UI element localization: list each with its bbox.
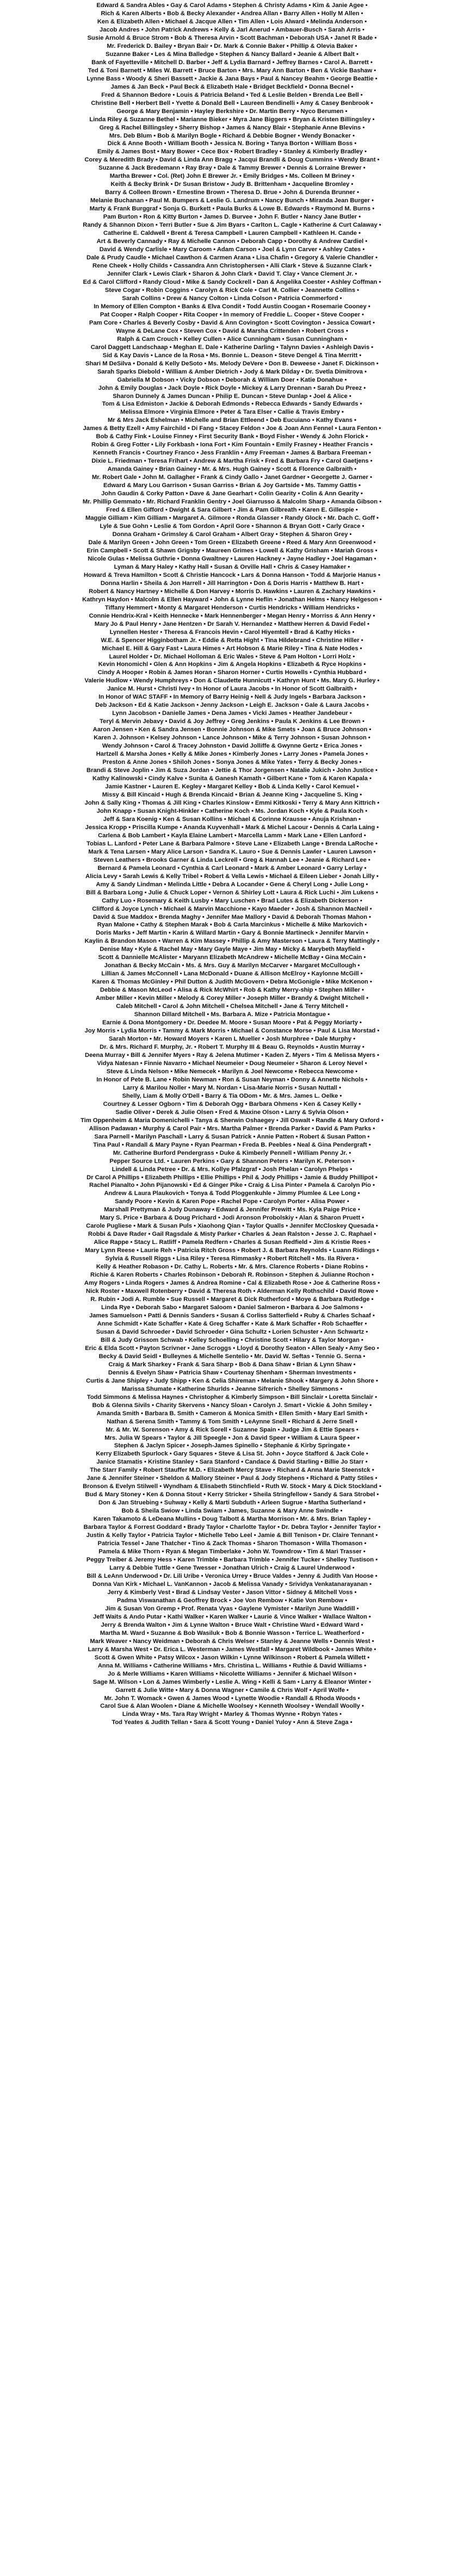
- donor-line: Larry & Marsha West • Dr. Erica L. Westerman • James Westfall • Margaret Wildbook • James White •: [88, 1646, 376, 1653]
- donor-line: Bank of Fayetteville • Mitchell D. Barber • Jeff & Lydia Barnard • Jeffrey Barnes • Carol A. Barrett •: [91, 59, 373, 66]
- donor-line: George & Mary Benjamin • Hayley Berkshire • Dr. Martin Berry • Nyco Berumen •: [116, 108, 348, 115]
- donor-line: Erin Campbell • Scott & Shawn Grigsby • Maureen Grimes • Lowell & Kathy Grisham • Mariah Gross •: [86, 547, 378, 554]
- donor-line: Shannon Dillard Mitchell • Ms. Barbara A. Mize • Patricia Montague •: [134, 1011, 330, 1018]
- donor-line: James & Jan Beck • Paul Beck & Elizabeth Hale • Bridget Beckfield • Donna Becnel •: [110, 83, 354, 90]
- donor-line: Jennifer Clark • Lewis Clark • Sharon & John Clark • David T. Clay • Vance Clement Jr. •: [107, 270, 357, 277]
- donor-line: Sylvia & Russell Riggs • Lisa Riley • Teresa Rimmasky • Robert Ritchell • Ms. Ila Rivera •: [105, 1255, 359, 1262]
- donor-line: Becky & David Seidl • Bulleynes & Michelle Sentelio • Mr. David W. Seftas • Tennie G. Serna •: [98, 1353, 366, 1360]
- donor-line: Jessica Kropp • Priscilla Kumpe • Ananda Kuyvenhall • Mark & Michel Lacour • Dennis & Carla Laing •: [85, 824, 379, 831]
- donor-line: Jim & Susan Von Gremp • Prof. Renata Vyas • Gaylene Vymister • Marilyn June Waddill •: [105, 1605, 359, 1612]
- donor-line: James & Betty Ezell • Amy Fairchild • Di Fang • Stacey Feldon • Joe & Joan Ann Fennel • Laura Fenton •: [83, 425, 381, 432]
- donor-line: Keith & Becky Brink • Dr Susan Bristow • Judy B. Brittenham • Jacqueline Bromley •: [110, 181, 354, 188]
- donor-line: Sarah Morton • Mr. Howard Moyers • Karen L Mueller • Josh Murphree • Dale Murphy •: [108, 1036, 356, 1043]
- donor-line: David & Wendy Carlisle • Mary Caroom • Adam Carson • Joel & Lynn Carver • Ashley Cates •: [99, 246, 365, 253]
- donor-line: Lindell & Linda Petree • Dr. & Mrs. Kollye Pfalzgraf • Josh Phelan • Carolyn Phelps •: [112, 1166, 352, 1173]
- donor-line: Dick & Anne Booth • William Booth • Jessica N. Boring • Tanya Borton • William Boss •: [107, 140, 357, 147]
- donor-line: Sandy Poore • Kevin & Karen Pope • Rachel Pope • Carolyn Porter • Alisa Power •: [115, 1198, 349, 1205]
- donor-line: Edward & Sandra Ables • Gay & Carol Adams • Stephen & Christy Adams • Kim & Janie Agee •: [96, 2, 368, 9]
- donor-line: Mary Lynn Reese • Laurie Reh • Patricia Ritch Gross • Robert J. & Barbara Reynolds • Luann Ridings •: [85, 1247, 379, 1254]
- donor-line: Bob & Sheila Swiow • Linda Swiam • James, Suzanne & Mary Anne Swindle •: [121, 1508, 343, 1515]
- donor-line: Mark Weaver • Nancy Weidman • Deborah & Chris Welser • Stanley & Jeanne Wells • Dennis West •: [90, 1638, 374, 1645]
- donor-line: Karen Takamoto & LeDeana Mullins • Doug Talbott & Martha Morrison • Mr. & Mrs. Brian Tapley •: [93, 1516, 371, 1523]
- donor-line: Amanda Gainey • Brian Gainey • Mr. & Mrs. Hugh Gainey • Scott & Florence Galbraith •: [107, 466, 357, 473]
- donor-line: Jerry & Kimberly Vest • Brad & Lindsay Vester • Jason Vittor • Sidney & Mitchell Voss •: [107, 1589, 357, 1596]
- donor-line: Jo & Merle Williams • Karen Williams • Nicolette Williams • Jennifer & Michael Wilson •: [108, 1670, 356, 1677]
- donor-line: Pepper Source Ltd. • Lauren Perkins • Gary & Shannon Peters • Marilyn K. Peterson •: [109, 1158, 355, 1165]
- donor-line: Rachel Pianalto • John Pijanowski • Ed & Ginger Pike • Craig & Lisa Pinter • Pamela & Carolyn Pio •: [89, 1182, 375, 1189]
- donor-line: Patricia Tessel • Jane Thatcher • Tino & Zack Thomas • Sharon Thomason • Willa Thomason •: [97, 1540, 367, 1547]
- donor-line: Susie Arnold & Bruce Strom • Bob & Theresa Arvin • Scott Bachman • Deborah USA • Janet R Bade •: [87, 34, 377, 41]
- donor-line: Pamela & Mike Thorn • Ryan & Megan Timberlake • John W. Towndrow • Tim & Mari Trasser •: [98, 1548, 366, 1555]
- donor-line: Mr. Frederick D. Bailey • Bryan Bair • Dr. Mark & Connie Baker • Phillip & Olevia Baker •: [107, 42, 357, 49]
- donor-line: Allison Padawan • Murphy & Carol Pair • Mrs. Martha Palmer • Brenda Parker • David & Pam Parks •: [89, 1125, 375, 1132]
- donor-line: Nathan & Serena Smith • Tammy & Tom Smith • LeAynne Snell • Richard & Jerre Snell •: [107, 1418, 357, 1425]
- donor-line: Sarah Collins • Drew & Nancy Colton • Linda Colson • Patricia Commerford •: [122, 295, 342, 302]
- donor-line: Joy Morris • Lydia Morris • Tammy & Mark Morris • Michael & Constance Morse • Paul & Lisa Morstad •: [84, 1028, 380, 1035]
- donor-line: Rich & Karen Alberts • Bob & Becky Alexander • Andrea Allan • Barry Allen • Holly M Allen •: [101, 10, 363, 17]
- donor-line: Karen & Thomas McGinley • Phil Dutton & Judith McGovern • Debra McGonigle • Mike McKenon •: [92, 979, 372, 986]
- donor-line: Courtney & Lesser Ogborn • Tim & Deborah Ogg • Barbara Ohmens • Ken & Casey Kelly •: [103, 1100, 361, 1107]
- donor-line: Bob & Cathy Fink • Louise Finney • First Security Bank • Boyd Fisher • Wendy & John Florick •: [96, 433, 368, 440]
- donor-line: Dale & Marilyn Green • John Green • Tom Green • Elizabeth Greene • Reed & Mary Ann Greenwood •: [88, 539, 376, 546]
- donor-line: R. Rubin • Jodi A. Rumble • Sue Russell • Margaret & Dick Rutherford • Moye & Barbara Rutledge •: [90, 1296, 374, 1303]
- donor-line: Jacob Andres • John Patrick Andrews • Kelly & Jarl Anerud • Ambauer-Busch • Sarah Arris •: [100, 26, 364, 33]
- donor-line: Eric & Elda Scott • Payton Scrivner • Jane Scroggs • Lloyd & Dorothy Seaton • Allen Sealy • Amy Seo •: [85, 1345, 379, 1352]
- donor-line: Debbie & Mason McLeod • Alisa & Rick McWhirt • Rob & Kathy Merry-ship • Stephen Miller •: [100, 987, 364, 994]
- donor-line: John & Emily Douglas • Jack Doyle • Rick Doyle • Mickey & Larry Drennan • Sarah Du Preez •: [98, 384, 366, 391]
- donor-line: Barry & Colleen Brown • Ernestine Brown • Theresa D. Brue • John & Durenda Brunner •: [105, 189, 359, 196]
- donor-line: Lynne Bass • Woody & Sheri Bassett • Jackie & Jana Bays • Paul & Nancey Beahm • George Beattie •: [86, 75, 378, 82]
- donor-line: Kenneth Francis • Courtney Franco • Jess Franklin • Amy Freeman • James & Barbara Freeman •: [93, 450, 371, 457]
- donor-line: Ted & Toni Barnett • Miles W. Barrett • Bruce Barton • Mrs. Mary Ann Barton • Ben & Vickie Bashaw •: [88, 67, 376, 74]
- donor-line: Linda Rye • Deborah Sabo • Margaret Saloom • Daniel Salmeron • Barbara & Joe Salmons •: [101, 1304, 363, 1311]
- donor-line: Bob & Glenna Sivils • Charity Skervens • Nancy Sloan • Carolyn J. Smart • Vickie & John Smiley •: [92, 1402, 372, 1409]
- donor-line: Vidya Natesan • Finnie Navarro • Michael Neumeier • Doug Neumeier • Sharon & Leroy Nevel •: [97, 1060, 367, 1067]
- donor-line: Pam Core • Charles & Beverly Cosby • David & Ann Covington • Scott Covington • Jessica Cowart •: [89, 319, 375, 326]
- donor-line: Bronson & Evelyn Stilwell • Wyndham & Elisabeth Stinchfield • Ruth W. Stock • Mary & Dick Stockland •: [83, 1483, 381, 1490]
- donor-line: Randy & Shannon Dixon • Terri Butler • Sue & Jim Byars • Carlton L. Cagle • Katherine & Curt Calaway •: [83, 222, 381, 229]
- donor-line: Robbi & Dave Rader • Gail Ragsdale & Misty Parker • Charles & Jean Ralston • Jesse J. C. Raphael •: [88, 1231, 376, 1238]
- donor-line: John Knapp • Susan Knight-Hinkler • Catherine Koch • Ms. Jordan Koch • Kyle & Paula Koch •: [96, 807, 368, 814]
- donor-line: John & Sally King • Thomas & Jill King • Charles Kinslow • Emmi Kitkoski • Terry & Mary Ann Kittrich •: [84, 799, 380, 806]
- donor-line: Robin & Greg Fotter • Lily Forkbash • Iona Fort • Kim Fountain • Emily Frasney • Heather Francis •: [91, 441, 373, 449]
- donor-line: Marissa Shumate • Katherine Shurlds • Jeanne Sifrerich • Shelley Simmons •: [121, 1385, 343, 1392]
- donor-line: Tom & Lisa Edmiston • Jackie & Deborah Edmonds • Rebecca Edwards • Sandy Edwards •: [102, 401, 362, 408]
- donor-line: Amy Rogers • Linda Rogers • James & Andrea Romine • Cal & Elizabeth Rose • Joe & Catherine Ross •: [84, 1280, 380, 1287]
- donor-line: Denise May • Kyle & Rachel May • Mary Gayle Maye • Jim May • Micky & Marybeth Mayfield •: [100, 946, 364, 953]
- donor-line: Greg & Rachel Billingsley • Sherry Bishop • James & Nancy Blair • Stephanie Anne Blevins •: [99, 124, 365, 131]
- donor-line: Aaron Jensen • Ken & Sandra Jensen • Bonnie Johnson & Mike Smets • Joan & Bruce Johnson •: [92, 726, 372, 733]
- donor-line: Fred & Shannon Bedore • Louis & Patricia Beland • Ted & Leslie Belden • Brenda Lee Bell •: [101, 91, 363, 98]
- donor-line: Preston & Anne Jones • Shiloh Jones • Sonya Jones & Mike Yates • Terry & Becky Jones •: [102, 759, 362, 766]
- donor-line: Scott & Gwen White • Patsy Wilcox • Jason Wilkin • Lynne Wilkinson • Robert & Pamela Willett •: [94, 1654, 370, 1661]
- donor-line: Tim Oppenheim & Maria Domenichelli • Tanya & Sherwin Oshaegey • Jill Oswalt • Randle & Mary Oxford •: [81, 1117, 383, 1124]
- donor-line: In Honor of WAC STAFF • In Memory of Barry Heinig • Nell & Judy Ingels • Barbara Jackson •: [98, 694, 366, 701]
- donor-line: Karen J. Johnson • Kelsey Johnson • Lance Johnson • Mike & Terry Johnson • Susan Johnson •: [94, 735, 370, 742]
- donor-line: W.E. & Spencer Higginbotham Jr. • Eddie & Retta Hight • Tina Hildebrand • Christine Hiller •: [101, 637, 363, 644]
- donor-line: Mr. Robert Gale • John M. Gallagher • Frank & Cindy Gallo • Janet Gardner • Georgette J. Garner •: [91, 474, 373, 481]
- donor-line: Suzanne Baker • Les & Mina Balledge • Stephen & Nancy Ballard • Jeanie & Albert Balt •: [106, 51, 358, 58]
- donor-line: Martha Brewer • Col. (Ret) John E Brewer Jr. • Emily Bridges • Ms. Colleen M Briney •: [109, 173, 355, 180]
- donor-line: Art & Beverly Cannady • Ray & Michelle Cannon • Deborah Capp • Dorothy & Andrew Cardiel •: [96, 238, 368, 245]
- donor-line: Bill & Barbara Long • Julie & Chuck Loper • Vernon & Shirley Lott • Laura & Rick Luchi • Jim Lukens •: [86, 889, 378, 896]
- donor-line: Kaylin & Brandon Mason • Warren & Kim Massey • Phillip & Amy Masterson • Laura & Terry Mattingly •: [84, 938, 380, 945]
- donor-line: Sarah Sparks Diebold • William & Amber Dietrich • Jody & Mark Dilday • Dr. Svetla Dimitrova •: [97, 368, 367, 375]
- donor-line: In Memory of Ellen Compton • Banks & Elva Condit • Todd Austin Coogan • Rosemarie Cooney •: [94, 303, 370, 310]
- donor-line: Valerie Hudlow • Wendy Humphreys • Don & Claudette Hunnicutt • Kathryn Hunt • Ms. Mary G. Hurley •: [84, 677, 380, 685]
- donor-line: Lynnellen Hester • Theresa & Francois Hevin • Carol Hiyemtell • Brad & Kathy Hicks •: [109, 629, 355, 636]
- donor-line: Cindy A Hooper • Robin & James Horan • Sharon Horner • Curtis Howells • Cynthia Hubbard •: [97, 669, 367, 676]
- donor-line: Sid & Kay Davis • Lance de la Rosa • Ms. Bonnie L. Deason • Steve Dengel & Tina Merritt •: [102, 352, 362, 359]
- donor-line: Wayne & DeLane Cox • Steven Cox • David & Marsha Crittenden • Robert Cross •: [116, 327, 348, 334]
- donor-line: Mr. & Mr. W. Sorenson • Amy & Rick Sorell • Suzanne Spain • Judge Jim & Ettie Spears •: [106, 1426, 358, 1433]
- donor-line: Stephen & Jaclyn Spicer • Joseph-James Spinello • Stephanie & Kirby Springate •: [114, 1442, 350, 1449]
- donor-line: Carol Daggett Landschaap • Meghan E. Dale • Katherine Darling • Talynn Davies • Ashleigh Davis •: [90, 344, 374, 351]
- donor-line: Carole Pugliese • Mark & Susan Puls • Xiaohong Qian • Taylor Qualls • Jennifer McCloskey Quesada •: [86, 1223, 378, 1230]
- donor-line: Lyle & Sue Gohn • Leslie & Tom Gordon • April Gore • Shannon & Bryan Gott • Carly Grace •: [100, 523, 364, 530]
- donor-line: Doris Marks • Jeff Martin • Karin & Willard Martin • Gary & Bonnie Martineck • Jennifer Marvin •: [96, 930, 368, 937]
- donor-line: Amy & Sandy Lindman • Melinda Little • Debra A Locander • Gene & Cheryl Long • Julie Long •: [96, 881, 368, 888]
- donor-line: David & Sue Maddox • Brenda Maghy • Jennifer Mae Mallory • David & Deborah Thomas Mahon •: [92, 913, 372, 920]
- donor-line: Mary Jo & Paul Henry • Jane Hentzen • Dr Sarah V. Hernandez • Matthew Herren & David Fedel •: [94, 620, 370, 627]
- donor-line: Michael E. Hill & Gary Fast • Laura Himes • Art Hobson & Marie Riley • Tina & Nate Hodes •: [102, 645, 362, 652]
- donor-line: Bill & LeAnn Underwood • Dr. Lili Uribe • Veronica Urrey • Bruce Valdes • Jenny & Judith Van Hoose •: [86, 1572, 378, 1579]
- donor-line: Melanie Buchanan • Paul M. Bumpers & Leslie G. Landrum • Nancy Bunch • Miranda Jean Burger •: [90, 197, 374, 204]
- donor-line: Tobias L. Lanford • Peter Lane & Barbara Palmore • Steve Lane • Elizabeth Lange • Brenda LaRoche •: [86, 840, 378, 847]
- donor-line: Amber Miller • Kevin Miller • Melody & Corey Miller • Joseph Miller • Brandy & Dwight Mitchell •: [95, 995, 369, 1002]
- donor-line: Teryl & Mervin Jebavy • David & Joy Jeffrey • Greg Jenkins • Paula K Jenkins & Lee Brown •: [100, 718, 364, 725]
- donor-line: Bernard & Pamela Leonard • Cynthia & Carl Leonard • Mark & Amber Leonard • Garry Lerlay •: [97, 864, 367, 872]
- donor-line: Sadie Oliver • Derek & Julie Olsen • Fred & Maxine Olson • Larry & Sylvia Olson •: [115, 1109, 349, 1116]
- donor-line: Laurel Holder • Dr. Michael Holloman & Eric Wales • Steve & Pam Holton • Lorri Holz •: [109, 653, 355, 660]
- donor-line: Brandi & Steve Joplin • Jim & Suza Jordan • Jettie & Thor Jorgensen • Natalie Jukich • John Justice •: [86, 767, 378, 774]
- donor-line: Bud & Mary Stoney • Ken & Donna Stout • Kerry Stricker • Sheila Stringfellow • Sandy & Sara Strobel •: [85, 1491, 379, 1498]
- donor-line: Jane & Jennifer Steiner • Sheldon & Mallory Steiner • Paul & Jody Stephens • Richard & Patty Stiles •: [86, 1475, 378, 1482]
- donor-line: Lyman & Mary Haley • Kathy Hall • Susan & Orville Hall • Chris & Casey Hamaker •: [114, 563, 350, 570]
- donor-line: Linda Wray • Ms. Tara Ray Wright • Marley & Thomas Wynne • Robyn Yates •: [122, 1711, 342, 1718]
- donor-line: Mr. Phillip Gemmato • Mr. Richard Franklin Gentry • Joel Giarrusso & Malcolm Sharp • Amanda Gibson •: [82, 499, 382, 506]
- donor-line: Kathryn Haydon • Malcolm & Ellen Hayward • John & Lynne Heflin • Jonathan Helms • Nancy Helgeson •: [82, 596, 382, 603]
- donor-line: Caleb Mitchell • Carol & John Mitchell • Chelsea Mitchell • Jane & Terry Mitchell •: [116, 1003, 348, 1010]
- donor-line: Corey & Meredith Brady • David & Linda Ann Bragg • Jacqui Brandli & Doug Cummins • Wendy Brant •: [84, 157, 380, 164]
- donor-line: Suzanne & Jack Bredemann • Ray Bray • Dale & Tammy Brewer • Dennis & Lorraine Brewer •: [98, 165, 366, 172]
- donor-line: Lynn Jacobson • Danielle James • Dena James • Vicki James • Heather Jandebeur •: [112, 710, 352, 717]
- donor-line: Anna M. Williams • Catherine Williams • Mrs. Christina L. Williams • Ruthie & David Williams •: [97, 1662, 367, 1669]
- donor-line: Fred & Ellen Gifford • Dwight & Sara Gilbert • Jim & Pam Gilbreath • Karen E. Gillespie •: [106, 507, 358, 514]
- donor-line: Robert & Nancy Hartney • Michelle & Don Harvey • Morris D. Hawkins • Lauren & Zachary Hawkins •: [89, 588, 375, 595]
- donor-line: Gabriella M Dobson • Vicky Dobson • Deborah & William Doer • Katie Donahue •: [117, 376, 347, 383]
- donor-line: Wendy Johnson • Carol & Tracey Johnston • David Jolliffe & Gwynne Gertz • Erica Jones •: [102, 743, 362, 750]
- donor-line: Marshall Prettyman & Judy Dunaway • Edward & Jennifer Prewitt • Ms. Kyla Paige Price •: [104, 1206, 360, 1214]
- donor-line: Jeff Waits & Ando Putar • Kathi Walker • Karen Walker • Laurie & Vince Walker • Wallace Walton •: [93, 1613, 371, 1620]
- donor-line: Richie & Karen Roberts • Charles Robinson • Deborah R. Robinson • Stephen & Julianne Rochon •: [90, 1272, 374, 1279]
- donor-line: Janice M. Hurst • Christi Ivey • In Honor of Laura Jacobs • In Honor of Scott Galbraith •: [107, 686, 357, 693]
- donor-line: Ed & Carol Clifford • Randy Cloud • Mike & Sandy Cockrell • Dan & Angelika Coester • Ashley Coffman •: [83, 278, 381, 285]
- donor-line: Jeff & Sara Koenig • Ken & Susan Kollins • Michael & Corinne Krausse • Anuja Krishnan •: [103, 816, 361, 823]
- donor-line: Kelly & Heather Robason • Dr. Cathy L. Roberts • Mr. & Mrs. Clarence Roberts • Diane Robins •: [96, 1264, 368, 1271]
- donor-line: Alicia Levy • Sarah Lewis & Kelly Tribel • Robert & Vella Lewis • Michael & Eileen Lieber • Jonah Lilly •: [85, 873, 379, 880]
- donor-line: Mr. Catherine Burford Pendergrass • Duke & Kimberly Pennell • William Penny Jr. •: [113, 1149, 351, 1156]
- donor-line: Shelly, Liam & Molly O'Dell • Barry & Tia ODom • Mr. & Mrs. James L. Oelke •: [122, 1092, 342, 1099]
- donor-line: Martha M. Ward • Suzanne & Bob Wasiluk • Bob & Bonnie Wasson • Terrice L. Weatherford •: [100, 1629, 364, 1637]
- donor-line: James Samuelson • Patti & Dennis Sanders • Susan & Corliss Satterfield • Ruby & Charles Schaaf •: [89, 1312, 375, 1319]
- donor-line: Cathy Luo • Rosemary & Keith Lusby • Mary Luschen • Brad Lutes & Elizabeth Dickerson •: [102, 897, 362, 904]
- donor-line: Kerry Elizabeth Spurlock • Gary Squares • Steve & Lisa St. John • Joyce Stafford & Jack Cole •: [96, 1451, 368, 1458]
- donor-line: Howard & Treva Hamilton • Scott & Christie Hancock • Lars & Donna Hanson • Todd & Marjorie Hanus •: [83, 571, 381, 578]
- donor-line: Don & Jan Struebing • Suhway • Kelly & Marti Subduth • Arleen Sugrue • Martha Sutherland •: [98, 1499, 366, 1507]
- donor-line: Jerry & Brenda Walton • Jim & Lynne Walton • Bruce Walt • Christine Ward • Edward Ward •: [101, 1621, 363, 1628]
- donor-line: Padma Viswanathan & Geoffrey Brock • Joe Von Rembow • Katie Von Rembow •: [116, 1597, 348, 1604]
- donor-line: Christine Bell • Herbert Bell • Yvette & Donald Bell • Laureen Bendinelli • Amy & Casey Benbrook •: [91, 99, 373, 107]
- donor-line: Dr. & Mrs. Richard F. Murphy, Jr. • Robert T. Murphy III & Beau G. Reynolds • Austin Murray •: [100, 1044, 364, 1050]
- donor-line: Nicole Gulas • Melissa Guthrie • Donna Gwaltney • Lauren Hackney • Jayne Hadley • Joel Hagaman •: [88, 555, 376, 562]
- donor-line: Anne Schmidt • Kate Schaffer • Kate & Greg Schaffer • Kate & Mark Schaffer • Rob Schaeffer •: [97, 1320, 367, 1327]
- donor-line: Dennis & Evelyn Shaw • Patricia Shaw • Courtenay Shenham • Sherman Investments •: [108, 1369, 356, 1376]
- donor-line: Tina Paul • Randall & Mary Payne • Ryan Pearman • Freda B. Peebles • Neal & Gina Pendergraft •: [93, 1141, 371, 1148]
- donor-line: Steven Leathers • Brooks Garner & Linda Leckrell • Greg & Hannah Lee • Jeanie & Richard Lee •: [94, 856, 370, 863]
- donor-line: Larry & Debbie Tuttle • Gene Twesser • Jonathan Ulrich • Craig & Laurel Underwood •: [109, 1565, 355, 1571]
- donor-line: Kevin Honomichl • Glen & Ann Hopkins • Jim & Angela Hopkins • Elizabeth & Ryce Hopkins •: [98, 661, 366, 668]
- donor-line: Craig & Mark Sharkey • Frank & Sara Sharp • Bob & Dana Shaw • Brian & Lynn Shaw •: [108, 1361, 356, 1368]
- donor-line: Jamie Kastner • Lauren E. Kegley • Margaret Kelley • Bob & Linda Kelly • Carol Kemuel •: [105, 783, 359, 790]
- donor-line: Deb Jackson • Ed & Katie Jackson • Jenny Jackson • Leigh E. Jackson • Gale & Laura Jacobs •: [95, 702, 369, 709]
- donor-line: Hartzell & Marsha Jones • Kelly & Mike Jones • Kimberly Jones • Larry Jones • Pamela Jones •: [96, 751, 368, 758]
- donor-line: Carlena & Bob Lambert • Kayla Elaine Lambert • Marcella Lamm • Mark Lane • Ellen Lanford •: [98, 832, 366, 839]
- donor-line: Susan & David Schroeder • David Schroeder • Gina Schultz • Lorien Schuster • Ann Schwartz •: [96, 1328, 368, 1335]
- donor-line: Scott & Dannielle McAlister • Maryann Elizabeth McAndrew • Michelle McBay • Gina McCain •: [98, 954, 366, 961]
- donor-line: Melissa Elmore • Virginia Elmore • Peter & Tara Elser • Callie & Travis Embry •: [120, 409, 344, 416]
- donor-line: Connie Hendrix-Kral • Keith Hennecke • Mark Hennenberger • Megan Henry • Morriss & Ann Henry •: [89, 612, 375, 619]
- donor-line: Dixie L. Friedman • Teresa Frihart • Andrew & Martha Frisk • Fred & Barbara Fry • Carol Gaetjens •: [91, 458, 373, 465]
- donor-line: Garrett & Julie Witte • Mary & Donna Wagner • Camile & Chris Wolf • April Wolfe •: [115, 1687, 349, 1694]
- donor-line: Nick Roster • Maxwell Rotenberry • David & Theresa Roth • Alderman Kelly Rothschild • David Rowe •: [85, 1288, 379, 1295]
- donor-line: Justin & Kelly Taylor • Patricia Taylor • Michelle Tebo Leel • Jamie & Bill Tenison • Dr. Claire Tennant •: [86, 1532, 378, 1539]
- donor-line: Earnie & Dona Montgomery • Dr. Deedee M. Moore • Susan Moore • Pat & Peggy Moriarty •: [102, 1019, 362, 1026]
- donor-line: Sharon Dunnely & James Duncan • Philip E. Duncan • Steve Dunlap • Joel & Alice •: [113, 393, 351, 400]
- donor-line: Kathy Kalinowski • Cindy Kalve • Sunita & Ganesh Kamath • Gilbert Kane • Tom & Karen Kapala •: [92, 775, 372, 782]
- donor-line: Bill & Judy Grissom Schwab • Kelley Schoelling • Christine Scott • Hilary & Taylor Morgan •: [101, 1336, 363, 1343]
- donor-line: Edward & Mary Lou Garrison • Susan Garriss • Brian & Joy Gartside • Ms. Tammy Gattis •: [103, 482, 361, 489]
- donor-line: John Gaudin & Corky Patton • Dave & Jane Gearhart • Colin Gearity • Colin & Ann Gearity •: [101, 490, 363, 497]
- donor-line: Tod Yeates & Judith Tellan • Sara & Scott Young • Daniel Yuloy • Ann & Steve Zaga •: [112, 1719, 352, 1726]
- donor-line: Pat Cooper • Ralph Cooper • Rita Cooper • In memory of Freddie L. Cooper • Steve Cooper •: [100, 311, 364, 318]
- donor-line: Sage M. Wilson • Lon & James Wimberly • Leslie A. Wing • Kelli & Sam • Larry & Eleanor Winter •: [92, 1678, 372, 1685]
- donor-line: Shari M DeSilva • Donald & Kelly DeSoto • Ms. Melody DeVere • Don B. Deweese • Janet F. Dickinson •: [85, 360, 379, 367]
- donor-line: Steve Cogar • Robin Coggins • Carolyn & Rick Cole • Carl M. Collier • Jeannette Collins •: [104, 287, 360, 294]
- donor-line: Mr & Mrs Jack Eshelman • Michelle and Brian Ettleend • Deb Eucuiano • Kathy Evans •: [107, 417, 357, 424]
- donor-line: Barbara Taylor & Forrest Goddard • Brady Taylor • Charlotte Taylor • Dr. Debra Taylor • Jennifer Taylor •: [83, 1524, 381, 1531]
- donor-line: Donna Graham • Grimsley & Carol Graham • Albert Gray • Stephen & Sharon Grey •: [112, 531, 352, 538]
- donor-line: Alice Rappe • Stacy L. Ratliff • Pamela Redfern • Charles & Susan Redfield • Jim & Kristie Rees •: [94, 1239, 370, 1246]
- donor-line: Pam Burton • Ron & Kitty Burton • James D. Burvee • John F. Butler • Nancy Jane Butler •: [103, 214, 361, 221]
- donor-line: Dale & Prudy Caudle • Michael Cawthon & Carmen Arana • Lisa Chafin • Gregory & Valerie Chandler •: [86, 254, 378, 262]
- donor-line: Mary S. Price • Barbara & Doug Prichard • Jodi Aronson Probolskiy • Alan & Sharon Pruett •: [100, 1215, 364, 1222]
- donor-line: Jonathan & Becky McCain • Ms. & Mrs. Guy & Marilyn McCarver • Margaret McCullough •: [104, 962, 360, 969]
- donor-line: Curtis & Jane Shipley • Judy Shipp • Ken & Celia Shireman • Melanie Shook • Margery & John Shore •: [86, 1377, 378, 1384]
- donor-line: Maggie Gilliam • Kim Gilliam • Margaret A. Gilmore • Ronda Glasser • Randy Glock • Mr. Dach C. Goff •: [85, 515, 379, 522]
- donor-line: Mrs. Julia W Spears • Taylor & Jill Speegle • Jon & David Speer • William & Laura Speer •: [104, 1434, 360, 1441]
- donor-line: Ryan Malone • Cathy & Stephen Marak • Bob & Carla Marcinkus • Michelle & Mike Markovich •: [97, 922, 367, 929]
- donor-line: Larry & Marilou Noller • Mary M. Nordan • Lisa-Marie Norris • Susan Nuttall •: [122, 1084, 342, 1091]
- donor-line: Sara Parnell • Marilyn Paschall • Larry & Susan Patrick • Annie Patten • Robert & Susan Patton •: [94, 1133, 370, 1140]
- donor-line: Todd Simmons & Melissa Haynes • Christopher & Kimberly Simpson • Bill Sinclair • Loretta Sinclair •: [86, 1393, 378, 1401]
- donor-line: Donna Harlin • Sheila & Jon Harrell • Jill Harrington • Don & Doris Harris • Matthew B. Hart •: [100, 580, 364, 587]
- donor-line: Rene Cheek • Holly Childs • Cassandra Ann Christophersen • Alli Clark • Steve & Suzanne Clark •: [92, 263, 372, 269]
- donor-line: Donna Van Kirk • Michael L. VanKannon • Jacob & Melissa Vanady • Srividya Venkatanarayanan •: [92, 1581, 372, 1588]
- donor-line: Deena Murray • Bill & Jennifer Myers • Ray & Jelena Mutimer • Kaden Z. Myers • Tim & Melissa Myers •: [84, 1051, 380, 1059]
- donor-line: Amanda Smith • Barbara B. Smith • Cameron & Monica Smith • Ellen Smith • Mary Earl Smith •: [96, 1410, 368, 1417]
- donor-line: Steve & Linda Nelson • Mike Nemecek • Marilyn & Joel Newcome • Rebecca Newcome •: [106, 1068, 358, 1075]
- donor-line: Linda Riley & Suzanne Bethel • Marianne Bieker • Myra Jane Biggers • Bryan & Kristen Billingsley •: [89, 116, 375, 123]
- donor-line: Catherine E. Caldwell • Brent & Teresa Campbell • Lauren Campbell • Kathleen H. Cande •: [103, 230, 361, 237]
- donor-line: Carol Sue & Alan Woolen • Diane & Michelle Woolsey • Kenneth Woolsey • Wendall Woolly •: [100, 1703, 364, 1710]
- donor-line: Peggy Treiber & Jeremy Hess • Karen Trimble • Barbara Trimble • Jennifer Tucker • Shelley Tustison •: [86, 1557, 378, 1564]
- donor-line: Lillian & James McConnell • Lana McDonald • Duane & Allison McElroy • Kaylonne McGill •: [101, 970, 363, 978]
- donor-line: Ken & Elizabeth Allen • Michael & Jacque Allen • Tim Allen • Lois Alward • Melinda Anderson •: [97, 18, 367, 25]
- donor-line: The Starr Family • Robert Stauffer M.D. • Elizabeth Mercy Stave • Richard & Anna Marie Steenstck •: [90, 1467, 374, 1474]
- donor-line: In Honor of Pete B. Lane • Robin Newman • Ron & Susan Neyman • Donny & Annette Nichols •: [96, 1076, 368, 1083]
- donor-line: Mark & Tena Larsen • Mary Alice Larson • Sandra K. Lauro • Sue & Dennis Lawler • Lauren Lawson •: [88, 848, 376, 855]
- donor-line: Emily & James Bost • Mary Bower • Cece Box • Robert Bradley • Stanley & Kimberly Bradley •: [97, 148, 367, 155]
- donor-line: Janice Stamatis • Kristine Stanley • Sara Stanford • Candace & David Starling • Billie Jo Starr •: [96, 1459, 368, 1466]
- donor-line: Mrs. Deb Blum • Bob & Marilyn Bogle • Richard & Debbie Bogner • Wendy Bonacker •: [109, 132, 355, 139]
- donor-line: Marty & Frank Burggraf • Sonja G. Burkett • Paula Burks & Lowe B. Edwards • Raymond M. Burns •: [89, 206, 375, 213]
- donor-line: Tiffany Hemmert • Monty & Margaret Henderson • Curtis Hendricks • William Hendricks •: [104, 604, 360, 611]
- donor-line: Clifford & Joyce Lynch • Michael & Marvin Macchione • Kayo Maeder • Josh & Shannon MacNeil •: [92, 905, 372, 912]
- donor-line: Dr Carol A Phillips • Elizabeth Phillips • Ellie Phillips • Phil & Jody Phillips • Jamie & Buddy Phillipot •: [86, 1174, 378, 1181]
- donor-line: Mr. John T. Womack • Gwen & James Wood • Lynette Woodie • Randall & Rhoda Woods •: [104, 1695, 360, 1702]
- donor-line: Missy & Bill Kincaid • Hugh & Brenda Kincaid • Brian & Jeanne King • Jacqueline S. King •: [102, 791, 362, 798]
- donor-line: Ralph & Cam Crouch • Kelley Cullen • Alice Cunningham • Susan Cunningham •: [117, 335, 347, 343]
- donor-line: Andrew & Laura Plaukovich • Tonya & Todd Ploggenkuhle • Jimmy Plumlee & Lee Long •: [104, 1190, 360, 1197]
